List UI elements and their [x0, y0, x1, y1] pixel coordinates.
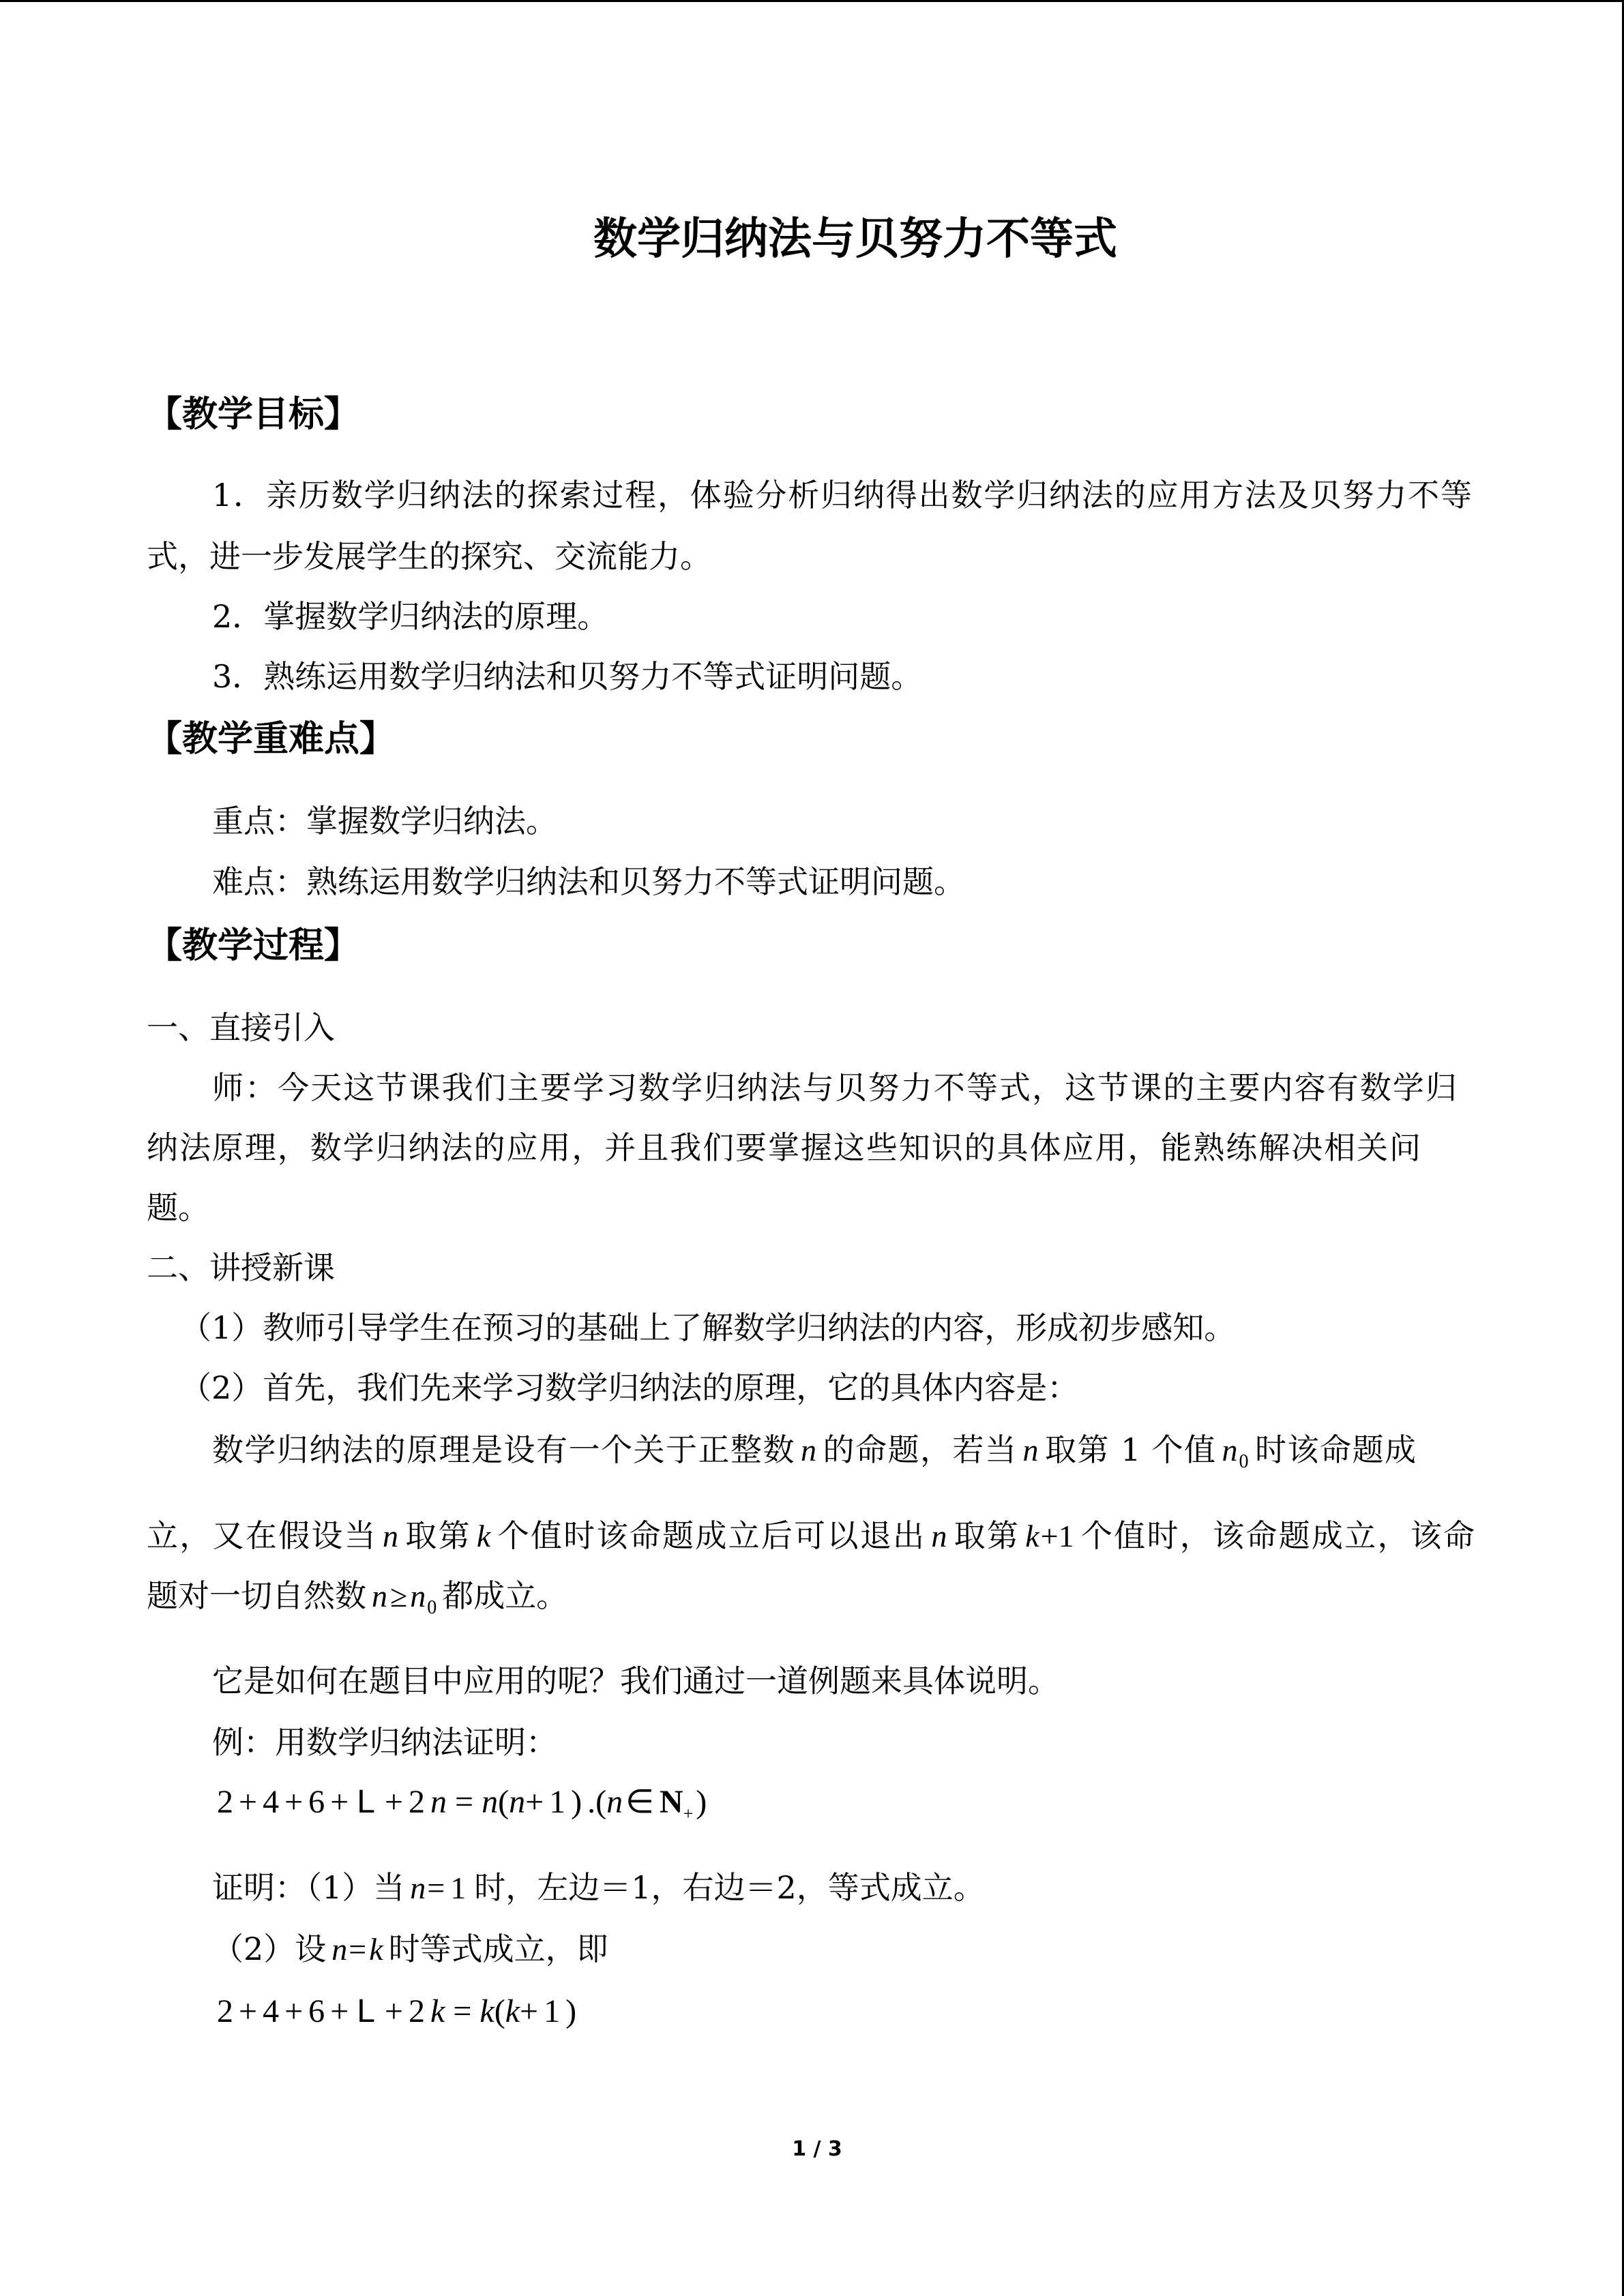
math-variable-k: k — [430, 1993, 445, 2029]
page-title: 数学归纳法与贝努力不等式 — [593, 214, 1117, 265]
text-segment: 的命题，若当 — [822, 1431, 1018, 1468]
principle-line-3 — [147, 1577, 568, 1624]
teacher-paragraph-line-3: 题。 — [147, 1189, 209, 1226]
section-heading-process: 【教学过程】 — [147, 925, 360, 966]
text-segment: 立，又在假设当 — [147, 1517, 378, 1554]
math-expression: +1) — [525, 1784, 588, 1820]
teacher-paragraph-line-2: 纳法原理，数学归纳法的应用，并且我们要掌握这些知识的具体应用，能熟练解决相关问 — [147, 1129, 1421, 1166]
section-heading-key-points: 【教学重难点】 — [147, 719, 396, 760]
principle-line-2 — [147, 1517, 1475, 1554]
text-segment: 证明：（1）当 — [212, 1869, 405, 1906]
math-paren: ( — [494, 1993, 505, 2029]
proof-step-2 — [212, 1930, 608, 1967]
math-operator: ≥ — [390, 1579, 408, 1613]
objective-item-2: 2．掌握数学归纳法的原理。 — [212, 598, 609, 635]
math-variable-k: k — [476, 1519, 491, 1553]
math-variable-k: k — [505, 1993, 520, 2029]
example-formula — [217, 1786, 707, 1830]
math-expression: +1 — [520, 1993, 566, 2029]
math-variable-n: n — [331, 1932, 348, 1967]
math-subscript: 0 — [427, 1597, 437, 1618]
proof-formula — [217, 1995, 576, 2028]
key-point-focus: 重点：掌握数学归纳法。 — [212, 803, 557, 839]
principle-line-1 — [212, 1431, 1417, 1478]
subsection-title-intro: 一、直接引入 — [147, 1009, 335, 1046]
math-expression: +1 — [1040, 1519, 1074, 1553]
text-segment: 时，左边＝1，右边＝2，等式成立。 — [474, 1869, 985, 1906]
example-prompt: 例：用数学归纳法证明： — [212, 1724, 557, 1761]
objective-item-1-line-2: 式，进一步发展学生的探究、交流能力。 — [147, 538, 711, 575]
text-segment: 题对一切自然数 — [147, 1577, 366, 1614]
math-operator: = — [453, 1993, 472, 2029]
teacher-paragraph-line-1: 师：今天这节课我们主要学习数学归纳法与贝努力不等式，这节课的主要内容有数学归 — [212, 1069, 1457, 1106]
math-variable-n: n — [606, 1784, 623, 1820]
math-variable-n: n — [372, 1579, 387, 1613]
formula-terms: 2+4+6+ — [217, 1993, 355, 2029]
text-segment: 取第 — [404, 1517, 471, 1554]
math-paren: ) — [565, 1993, 577, 2029]
math-paren: ( — [498, 1784, 510, 1820]
key-point-difficulty: 难点：熟练运用数学归纳法和贝努力不等式证明问题。 — [212, 863, 965, 900]
text-segment: 时等式成立，即 — [388, 1930, 608, 1967]
text-segment: （2）设 — [212, 1930, 327, 1967]
math-operator: = — [455, 1784, 474, 1820]
math-variable-n: n — [509, 1784, 526, 1820]
math-variable-n: n — [410, 1579, 426, 1613]
math-variable-k: k — [369, 1932, 383, 1967]
math-variable-n: n — [1022, 1433, 1039, 1467]
formula-terms: +2 — [384, 1784, 430, 1820]
formula-terms: 2+4+6+ — [217, 1784, 355, 1820]
text-segment: 个值时，该命题成立，该命 — [1079, 1517, 1475, 1554]
math-variable-n: n — [801, 1433, 816, 1467]
math-operator: ∈ — [625, 1784, 654, 1820]
math-expression: =1 — [427, 1870, 472, 1905]
math-variable-n: n — [931, 1519, 947, 1553]
lesson-step-1: （1）教师引导学生在预习的基础上了解数学归纳法的内容，形成初步感知。 — [180, 1309, 1236, 1346]
math-variable-n: n — [430, 1784, 447, 1820]
math-variable-k: k — [1025, 1519, 1039, 1553]
formula-ellipsis: L — [357, 1784, 375, 1820]
text-segment: 个值时该命题成立后可以退出 — [496, 1517, 926, 1554]
text-segment: 数学归纳法的原理是设有一个关于正整数 — [212, 1431, 795, 1468]
text-segment: 时该命题成 — [1254, 1431, 1417, 1468]
math-subscript: + — [683, 1804, 694, 1823]
text-segment: 都成立。 — [442, 1577, 568, 1614]
math-set-symbol: N — [659, 1784, 683, 1820]
lesson-step-2: （2）首先，我们先来学习数学归纳法的原理，它的具体内容是： — [180, 1369, 1079, 1406]
subsection-title-new-lesson: 二、讲授新课 — [147, 1249, 335, 1286]
math-paren: ) — [696, 1784, 707, 1820]
objective-item-3: 3．熟练运用数学归纳法和贝努力不等式证明问题。 — [212, 658, 923, 695]
math-variable-n: n — [410, 1870, 426, 1905]
math-subscript: 0 — [1239, 1451, 1249, 1472]
formula-terms: +2 — [384, 1993, 430, 2029]
formula-ellipsis: L — [357, 1993, 375, 2029]
text-segment: 取第 1 个值 — [1044, 1431, 1217, 1468]
math-variable-k: k — [479, 1993, 494, 2029]
math-variable-n: n — [482, 1784, 499, 1820]
transition-sentence: 它是如何在题目中应用的呢？我们通过一道例题来具体说明。 — [212, 1663, 1059, 1699]
math-operator: = — [349, 1932, 367, 1967]
section-heading-objectives: 【教学目标】 — [147, 394, 360, 435]
page-number: 1 / 3 — [792, 2137, 842, 2161]
math-punctuation: .( — [587, 1784, 607, 1820]
math-variable-n: n — [1222, 1433, 1238, 1467]
objective-item-1-line-1: 1．亲历数学归纳法的探索过程，体验分析归纳得出数学归纳法的应用方法及贝努力不等 — [212, 477, 1472, 513]
proof-step-1 — [212, 1869, 985, 1906]
text-segment: 取第 — [952, 1517, 1020, 1554]
math-variable-n: n — [383, 1519, 399, 1553]
